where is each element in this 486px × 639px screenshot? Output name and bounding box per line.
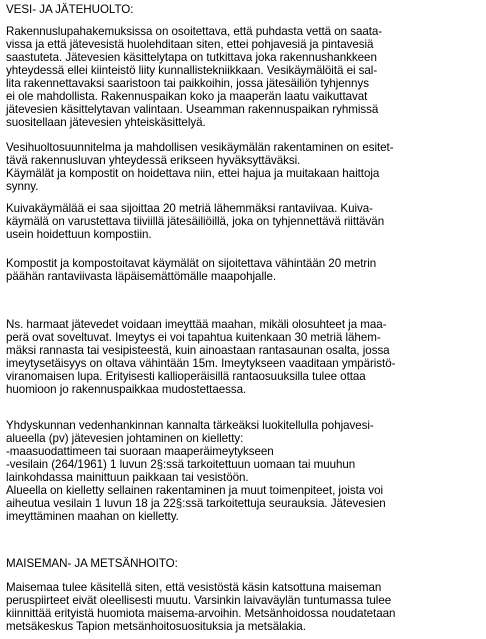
paragraph-line: viranomaisen lupa. Erityisesti kallioperäisillä rantaosuuksilla tulee ottaa bbox=[6, 370, 366, 383]
paragraph-line: lita rakennettavaksi saaristoon tai paikkoihin, jossa jätesäiliön tyhjennys bbox=[6, 77, 369, 90]
paragraph-line: aiheutua vesilain 1 luvun 18 ja 22§:ssä tarkoitettuja seurauksia. Jätevesien bbox=[6, 497, 386, 510]
paragraph-line: Maisemaa tulee käsitellä siten, että vesistöstä käsin katsottuna maiseman bbox=[6, 581, 382, 594]
paragraph-line: Käymälät ja kompostit on hoidettava niin, ettei hajua ja muitakaan haittoja bbox=[6, 167, 380, 180]
section-heading-maiseman-ja-metsanhoito: MAISEMAN- JA METSÄNHOITO: bbox=[6, 557, 178, 570]
paragraph-line: Vesihuoltosuunnitelma ja mahdollisen vesikäymälän rakentaminen on esitet- bbox=[6, 141, 394, 154]
paragraph-line: Yhdyskunnan vedenhankinnan kannalta tärkeäksi luokitellulla pohjavesi- bbox=[6, 419, 374, 432]
paragraph-line: synny. bbox=[6, 180, 39, 193]
paragraph-line: Ns. harmaat jätevedet voidaan imeyttää maahan, mikäli olosuhteet ja maa- bbox=[6, 318, 387, 331]
paragraph-line: lainkohdassa mainittuun paikkaan tai vesistöön. bbox=[6, 471, 249, 484]
paragraph-line: imeytysetäisyys on oltava vähintään 15m. Imeytykseen vaaditaan ympäristö- bbox=[6, 357, 396, 370]
paragraph-line: Kuivakäymälää ei saa sijoittaa 20 metriä lähemmäksi rantaviivaa. Kuiva- bbox=[6, 202, 373, 215]
paragraph-line: vissa ja että jätevesistä huolehditaan siten, ettei pohjavesiä ja pintavesiä bbox=[6, 38, 374, 51]
paragraph-line: kiinnittää erityistä huomiota maisema-arvoihin. Metsänhoidossa noudatetaan bbox=[6, 607, 396, 620]
paragraph-line: yhteydessä ellei kiinteistö liity kunnallistekniikkaan. Vesikäymälöitä ei sal- bbox=[6, 64, 378, 77]
paragraph-line: -maasuodattimeen tai suoraan maaperäimeytykseen bbox=[6, 445, 274, 458]
paragraph-line: tävä rakennusluvan yhteydessä erikseen hyväksyttäväksi. bbox=[6, 154, 301, 167]
paragraph-line: -vesilain (264/1961) 1 luvun 2§:ssä tarkoitettuun uomaan tai muuhun bbox=[6, 458, 356, 471]
paragraph-line: huomioon jo rakennuspaikkaa mudostettaessa. bbox=[6, 383, 247, 396]
section-heading-vesi-ja-jatehuolto: VESI- JA JÄTEHUOLTO: bbox=[6, 3, 134, 16]
paragraph-line: jätevesien käsittelytavan valintaan. Useamman rakennuspaikan ryhmissä bbox=[6, 103, 379, 116]
paragraph-line: usein hoidettuun kompostiin. bbox=[6, 228, 152, 241]
paragraph-line: imeyttäminen maahan on kielletty. bbox=[6, 510, 179, 523]
paragraph-line: mäksi rannasta tai vesipisteestä, kuin ainoastaan rantasaunan osalta, jossa bbox=[6, 344, 390, 357]
paragraph-line: suositellaan jätevesien yhteiskäsittelyä. bbox=[6, 116, 206, 129]
paragraph-line: alueella (pv) jätevesien johtaminen on kielletty: bbox=[6, 432, 244, 445]
paragraph-line: Rakennuslupahakemuksissa on osoitettava, että puhdasta vettä on saata- bbox=[6, 25, 383, 38]
paragraph-line: päähän rantaviivasta läpäisemättömälle maapohjalle. bbox=[6, 270, 277, 283]
paragraph-line: Alueella on kielletty sellainen rakentaminen ja muut toimenpiteet, joista voi bbox=[6, 484, 384, 497]
paragraph-line: saastuteta. Jätevesien käsittelytapa on tutkittava joka rakennushankkeen bbox=[6, 51, 377, 64]
paragraph-line: peruspiirteet eivät oleellisesti muutu. Varsinkin laivaväylän tuntumassa tulee bbox=[6, 594, 392, 607]
paragraph-line: Kompostit ja kompostoitavat käymälät on sijoitettava vähintään 20 metrin bbox=[6, 257, 377, 270]
paragraph-line: ei ole mahdollista. Rakennuspaikan koko ja maaperän laatu vaikuttavat bbox=[6, 90, 368, 103]
paragraph-line: käymälä on varustettava tiiviillä jätesäiliöillä, joka on tyhjennettävä riittävän bbox=[6, 215, 385, 228]
paragraph-line: perä ovat soveltuvat. Imeytys ei voi tapahtua kuitenkaan 30 metriä lähem- bbox=[6, 331, 381, 344]
paragraph-line: metsäkeskus Tapion metsänhoitosuosituksia ja metsälakia. bbox=[6, 620, 306, 633]
